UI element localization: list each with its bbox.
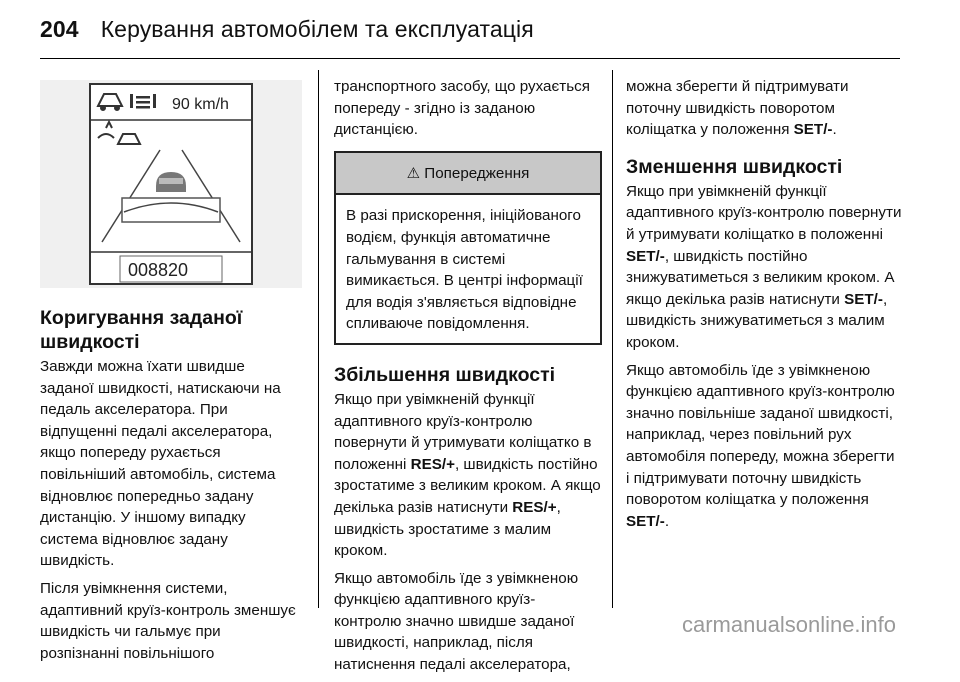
paragraph: [626, 360, 902, 533]
paragraph: [626, 181, 902, 354]
section-heading-increase-speed: Збільшення швидкості: [334, 363, 556, 386]
control-key-label: SET/-: [793, 121, 833, 139]
text-run: , швидкість зростатиме з малим кроком.: [334, 498, 561, 560]
paragraph: Завжди можна їхати швидше заданої швидкості, натискаючи на педаль акселератора. При відпущенні педалі акселератора, якщо попереду рухається повільніший автомобіль, система відновлює попередньо задану дистанцію. У іншому випадку система відновлює задану швидкість.: [40, 358, 281, 570]
text-run: , швидкість постійно зростатиме з великим кроком. А якщо декілька разів натиснути: [334, 455, 601, 516]
warning-text: В разі прискорення, ініційованого водієм, функція автоматичне гальмування в системі вимикається. В центрі інформації для водія з'являється відповідне спливаюче повідомлення.: [346, 207, 583, 333]
column-1: [40, 80, 302, 670]
control-key-label: SET/-: [626, 247, 665, 265]
column-3: [626, 76, 902, 538]
paragraph: транспортного засобу, що рухається попереду - згідно із заданою дистанцією.: [334, 78, 590, 139]
warning-title: Попередження: [424, 164, 530, 182]
header-rule: [40, 58, 900, 59]
paragraph: Після увімкнення системи, адаптивний круїз-контроль зменшує швидкість чи гальмує при розпізнанні повільнішого: [40, 579, 296, 662]
text-run: можна зберегти й підтримувати поточну швидкість поворотом коліщатка у положення: [626, 78, 849, 139]
page-header: [40, 16, 534, 43]
speed-readout: 90 km/h: [172, 96, 229, 113]
text-run: .: [664, 512, 670, 530]
text-run: Якщо при увімкненій функції адаптивного круїз-контролю повернути й утримувати коліщатко в положенні: [626, 182, 902, 243]
text-run: Якщо автомобіль їде з увімкненою функцією адаптивного круїз-контролю значно повільніше заданої швидкості, наприклад, через повільний рух автомобіля попереду, можна зберегти і підтримувати поточну швидкість поворотом коліщатка у положення: [626, 361, 895, 509]
section-heading-adjust-speed: Коригування заданої швидкості: [40, 307, 243, 353]
warning-box: [334, 151, 602, 345]
car-ahead-icon: [156, 172, 186, 192]
odometer-readout: 008820: [128, 260, 189, 280]
warning-header: [336, 153, 600, 196]
page-number: 204: [40, 16, 79, 42]
paragraph: [334, 389, 602, 562]
column-divider-2: [612, 70, 613, 608]
text-run: , швидкість знижуватиметься з малим кроком.: [626, 290, 888, 351]
warning-triangle-icon: ⚠: [406, 164, 421, 182]
control-key-label: SET/-: [626, 512, 665, 530]
text-run: , швидкість постійно знижуватиметься з великим кроком. А якщо декілька разів натиснути: [626, 247, 895, 308]
text-run: Якщо при увімкненій функції адаптивного круїз-контролю повернути й утримувати коліщатко в положенні: [334, 390, 592, 473]
column-divider-1: [318, 70, 319, 608]
control-key-label: RES/+: [410, 455, 455, 473]
cluster-display-graphic: [40, 80, 302, 288]
watermark-link[interactable]: carmanualsonline.info: [682, 612, 897, 637]
control-key-label: SET/-: [844, 290, 883, 308]
cluster-display-illustration: [40, 80, 302, 288]
text-run: .: [832, 121, 837, 139]
section-heading-decrease-speed: Зменшення швидкості: [626, 155, 843, 178]
paragraph: Якщо автомобіль їде з увімкненою функцією адаптивного круїз-контролю значно швидше заданої швидкості, наприклад, після натиснення педалі акселератора,: [334, 569, 579, 674]
page-title: Керування автомобілем та експлуатація: [100, 16, 534, 42]
paragraph: [626, 76, 902, 141]
column-2: [334, 76, 602, 682]
control-key-label: RES/+: [512, 498, 557, 516]
